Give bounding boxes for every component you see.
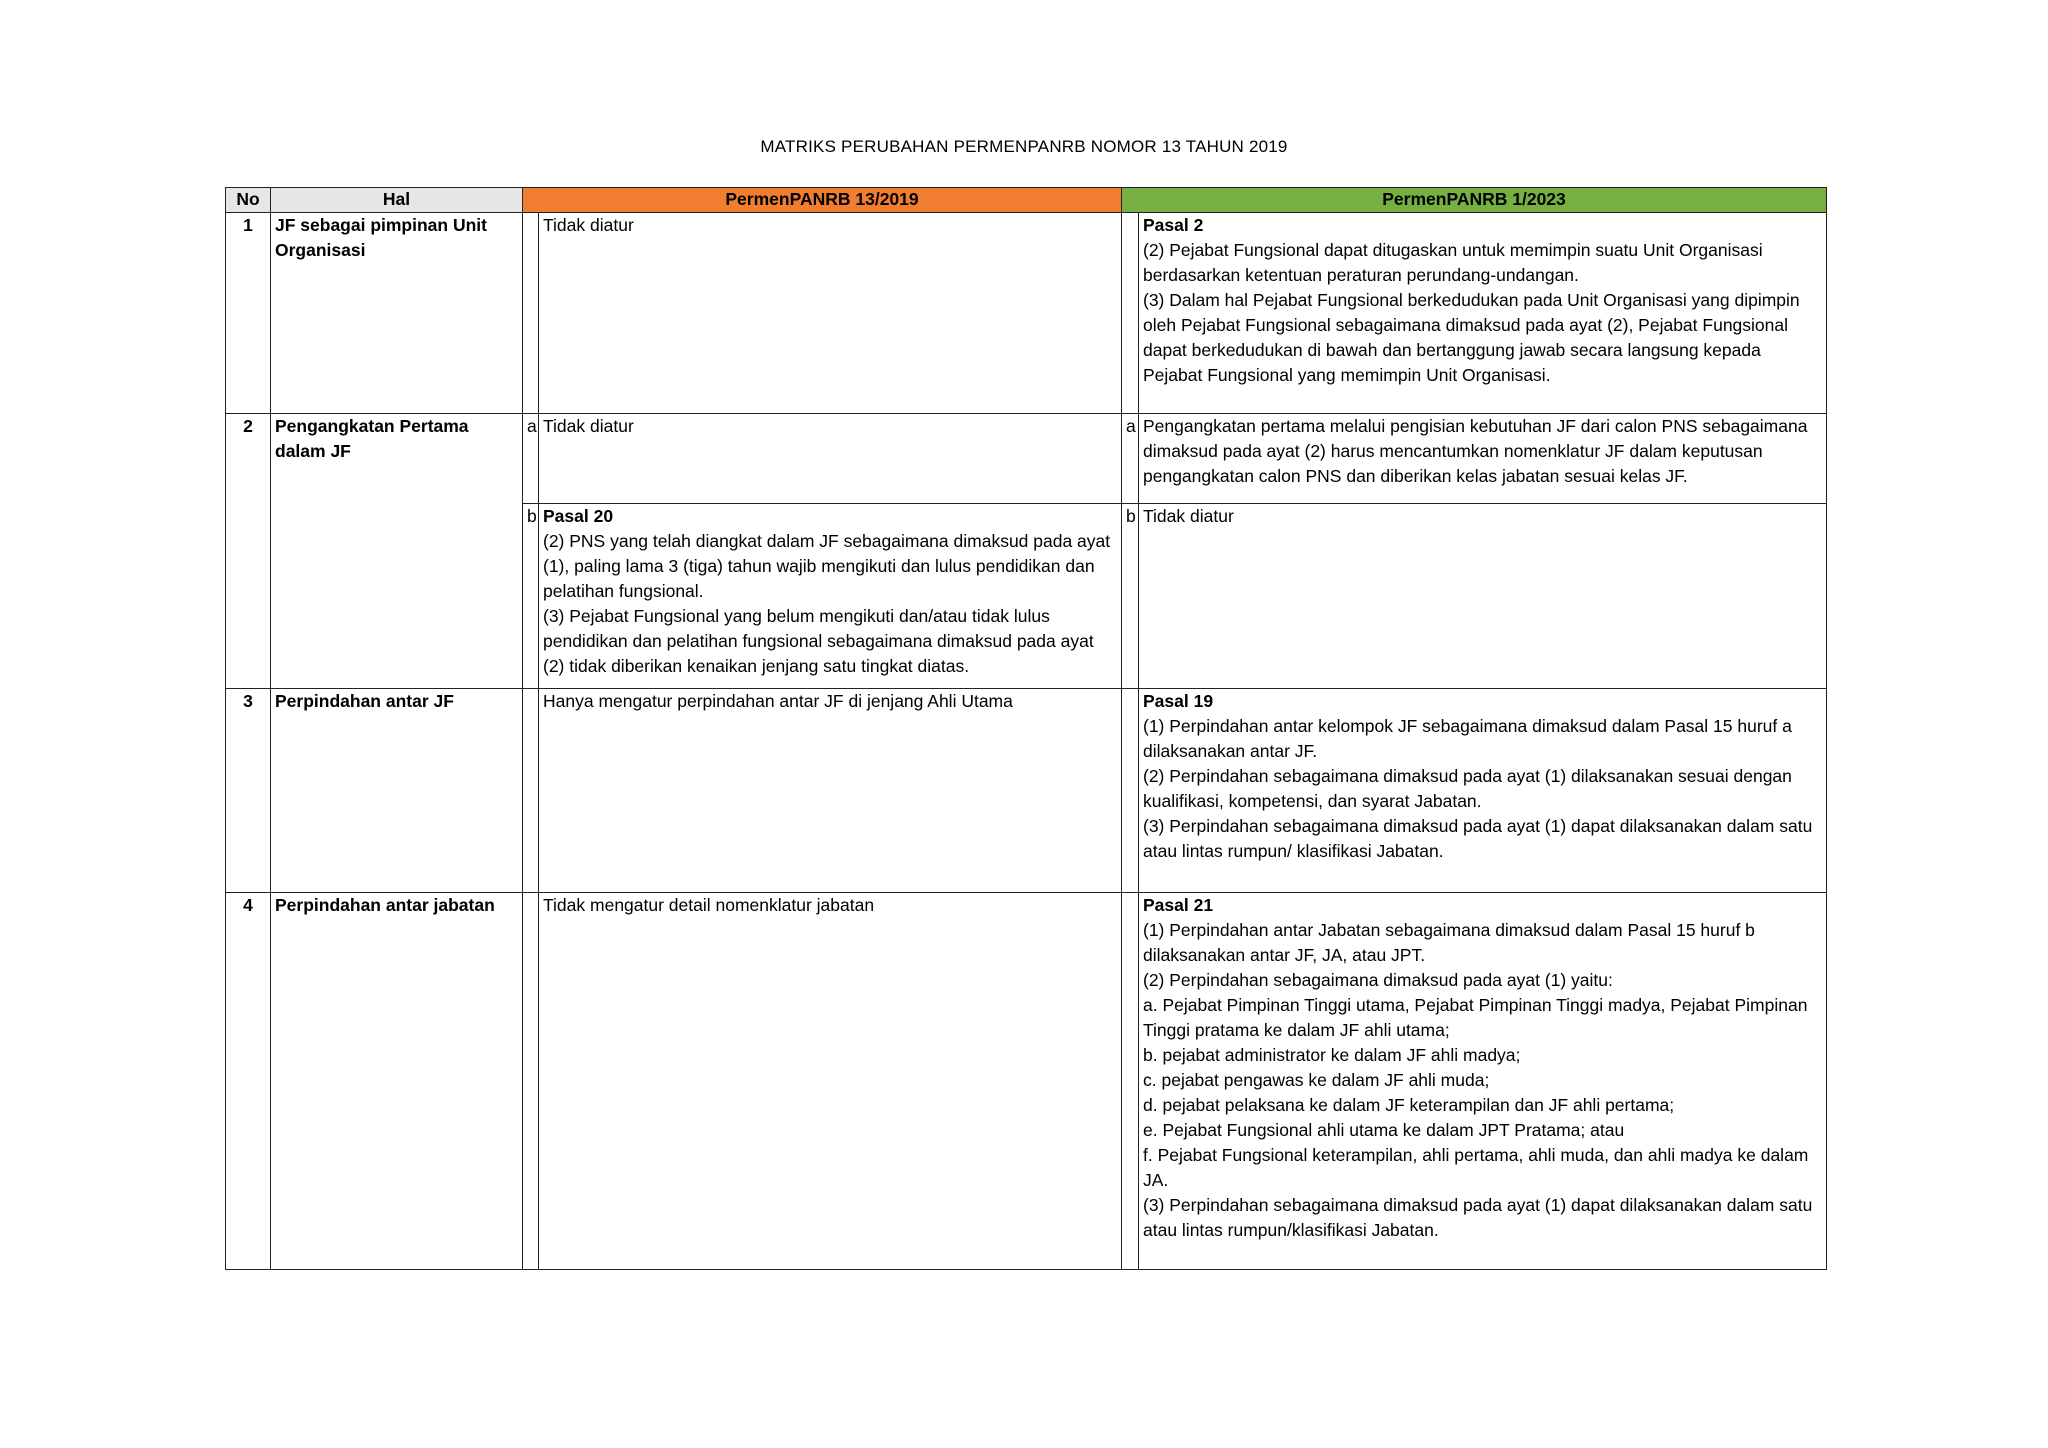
old-regulation-cell: Tidak diatur — [539, 213, 1122, 414]
new-regulation-cell — [1139, 213, 1827, 414]
row-number: 2 — [226, 414, 271, 689]
article-heading: Pasal 19 — [1143, 691, 1214, 711]
row-number: 1 — [226, 213, 271, 414]
article-paragraph: (3) Dalam hal Pejabat Fungsional berkedudukan pada Unit Organisasi yang dipimpin oleh Pejabat Fungsional sebagaimana dimaksud pada ayat (2), Pejabat Fungsional dapat berkedudukan di bawah dan bertanggung jawab secara langsung kepada Pejabat Fungsional yang memimpin Unit Organisasi. — [1143, 290, 1800, 385]
article-heading: Pasal 20 — [543, 506, 614, 526]
old-mark: b — [523, 504, 539, 689]
article-paragraph: (3) Perpindahan sebagaimana dimaksud pada ayat (1) dapat dilaksanakan dalam satu atau lintas rumpun/klasifikasi Jabatan. — [1143, 1195, 1813, 1240]
old-mark — [523, 213, 539, 414]
table-row — [226, 893, 1827, 1270]
new-regulation-cell: Tidak diatur — [1139, 504, 1827, 689]
article-list-item: e. Pejabat Fungsional ahli utama ke dalam JPT Pratama; atau — [1143, 1120, 1625, 1140]
row-topic: Perpindahan antar jabatan — [271, 893, 523, 1270]
article-paragraph: (2) Perpindahan sebagaimana dimaksud pada ayat (1) dilaksanakan sesuai dengan kualifikasi, kompetensi, dan syarat Jabatan. — [1143, 766, 1792, 811]
article-paragraph: (2) Pejabat Fungsional dapat ditugaskan untuk memimpin suatu Unit Organisasi berdasarkan ketentuan peraturan perundang-undangan. — [1143, 240, 1763, 285]
row-number: 4 — [226, 893, 271, 1270]
old-mark — [523, 689, 539, 893]
old-regulation-cell — [539, 504, 1122, 689]
article-list-item: a. Pejabat Pimpinan Tinggi utama, Pejabat Pimpinan Tinggi madya, Pejabat Pimpinan Tinggi pratama ke dalam JF ahli utama; — [1143, 995, 1808, 1040]
comparison-table — [225, 187, 1827, 1270]
row-topic: JF sebagai pimpinan Unit Organisasi — [271, 213, 523, 414]
table-row — [226, 689, 1827, 893]
new-regulation-cell: Pengangkatan pertama melalui pengisian kebutuhan JF dari calon PNS sebagaimana dimaksud pada ayat (2) harus mencantumkan nomenklatur JF dalam keputusan pengangkatan calon PNS dan diberikan kelas jabatan sesuai kelas JF. — [1139, 414, 1827, 504]
new-regulation-cell — [1139, 689, 1827, 893]
article-paragraph: (1) Perpindahan antar Jabatan sebagaimana dimaksud dalam Pasal 15 huruf b dilaksanakan antar JF, JA, atau JPT. — [1143, 920, 1755, 965]
new-mark: b — [1122, 504, 1139, 689]
article-paragraph: (2) Perpindahan sebagaimana dimaksud pada ayat (1) yaitu: — [1143, 970, 1613, 990]
article-list-item: c. pejabat pengawas ke dalam JF ahli muda; — [1143, 1070, 1490, 1090]
page-title: MATRIKS PERUBAHAN PERMENPANRB NOMOR 13 TAHUN 2019 — [760, 137, 1288, 156]
row-topic: Perpindahan antar JF — [271, 689, 523, 893]
article-list-item: f. Pejabat Fungsional keterampilan, ahli pertama, ahli muda, dan ahli madya ke dalam JA. — [1143, 1145, 1809, 1190]
article-paragraph: (3) Pejabat Fungsional yang belum mengikuti dan/atau tidak lulus pendidikan dan pelatihan fungsional sebagaimana dimaksud pada ayat (2) tidak diberikan kenaikan jenjang satu tingkat diatas. — [543, 606, 1094, 676]
article-paragraph: (1) Perpindahan antar kelompok JF sebagaimana dimaksud dalam Pasal 15 huruf a dilaksanakan antar JF. — [1143, 716, 1792, 761]
article-heading: Pasal 2 — [1143, 215, 1204, 235]
new-mark — [1122, 689, 1139, 893]
article-paragraph: (2) PNS yang telah diangkat dalam JF sebagaimana dimaksud pada ayat (1), paling lama 3 (tiga) tahun wajib mengikuti dan lulus pendidikan dan pelatihan fungsional. — [543, 531, 1111, 601]
old-regulation-cell: Tidak diatur — [539, 414, 1122, 504]
new-mark: a — [1122, 414, 1139, 504]
table-row — [226, 414, 1827, 504]
new-mark — [1122, 213, 1139, 414]
article-list-item: d. pejabat pelaksana ke dalam JF keterampilan dan JF ahli pertama; — [1143, 1095, 1675, 1115]
table-header-row — [226, 188, 1827, 213]
header-no: No — [226, 188, 271, 213]
row-number: 3 — [226, 689, 271, 893]
article-list-item: b. pejabat administrator ke dalam JF ahli madya; — [1143, 1045, 1521, 1065]
old-regulation-cell: Hanya mengatur perpindahan antar JF di jenjang Ahli Utama — [539, 689, 1122, 893]
old-regulation-cell: Tidak mengatur detail nomenklatur jabatan — [539, 893, 1122, 1270]
header-permenpanrb-2023: PermenPANRB 1/2023 — [1122, 188, 1827, 213]
header-permenpanrb-2019: PermenPANRB 13/2019 — [523, 188, 1122, 213]
row-topic: Pengangkatan Pertama dalam JF — [271, 414, 523, 689]
old-mark — [523, 893, 539, 1270]
old-mark: a — [523, 414, 539, 504]
article-paragraph: (3) Perpindahan sebagaimana dimaksud pada ayat (1) dapat dilaksanakan dalam satu atau lintas rumpun/ klasifikasi Jabatan. — [1143, 816, 1813, 861]
new-regulation-cell — [1139, 893, 1827, 1270]
article-heading: Pasal 21 — [1143, 895, 1214, 915]
header-hal: Hal — [271, 188, 523, 213]
new-mark — [1122, 893, 1139, 1270]
table-row — [226, 213, 1827, 414]
